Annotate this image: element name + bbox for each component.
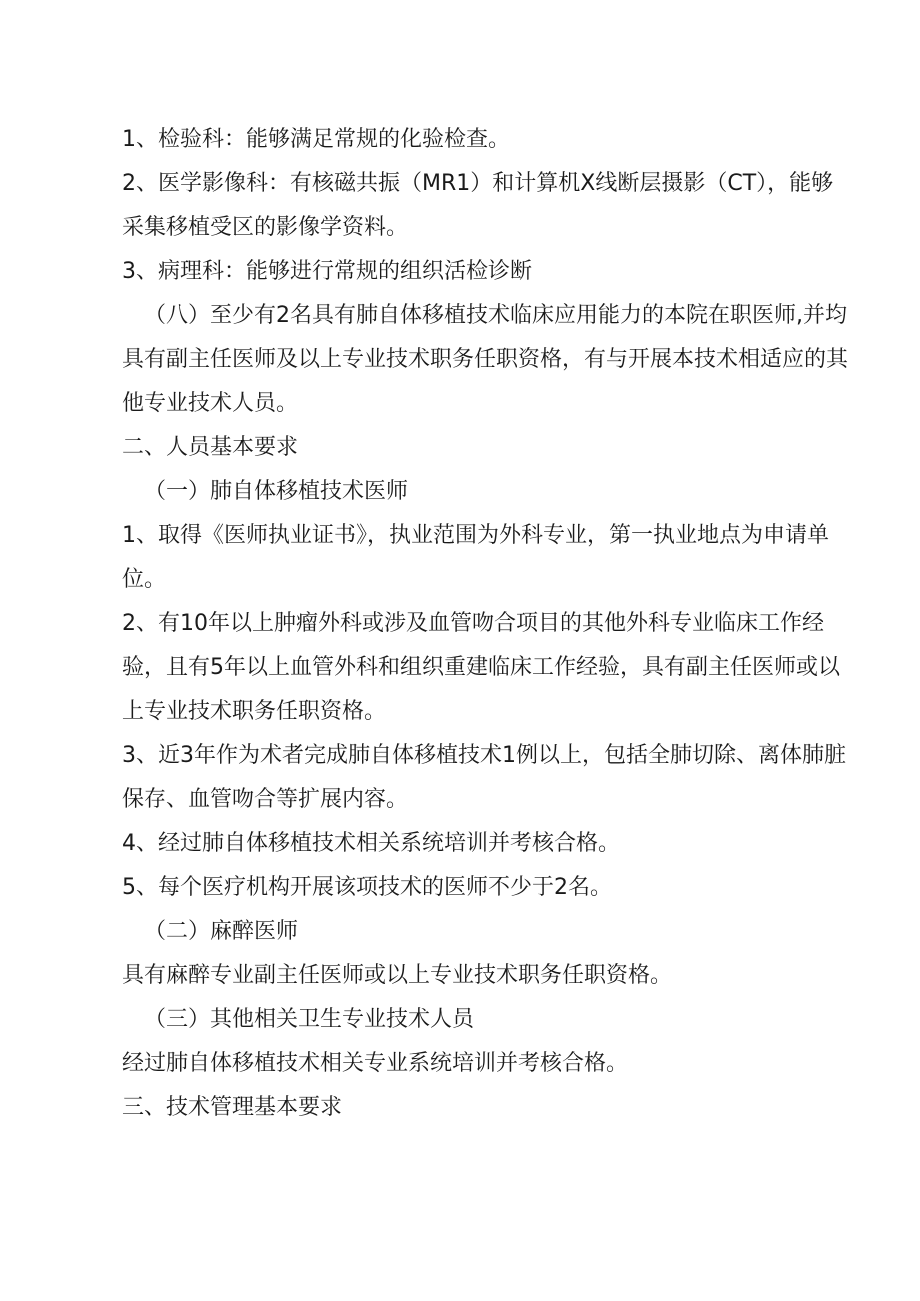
heading-surgeon: （一）肺自体移植技术医师 [144, 479, 409, 504]
para-surgeon-license: 1、取得《医师执业证书》，执业范围为外科专业，第一执业地点为申请单位。 [122, 523, 829, 592]
para-surgeon-minimum: 5、每个医疗机构开展该项技术的医师不少于2名。 [122, 875, 612, 900]
heading-personnel-requirements: 二、人员基本要求 [122, 435, 299, 460]
para-other-staff-training: 经过肺自体移植技术相关专业系统培训并考核合格。 [122, 1051, 629, 1076]
para-surgeon-cases: 3、近3年作为术者完成肺自体移植技术1例以上，包括全肺切除、离体肺脏保存、血管吻合等扩展内容。 [122, 743, 846, 812]
para-lab-dept: 1、检验科：能够满足常规的化验检查。 [122, 127, 510, 152]
para-pathology-dept: 3、病理科：能够进行常规的组织活检诊断 [122, 259, 532, 284]
para-imaging-dept: 2、医学影像科：有核磁共振（MR1）和计算机X线断层摄影（CT），能够采集移植受区的影像学资料。 [122, 171, 834, 240]
heading-anesthesiologist: （二）麻醉医师 [144, 919, 299, 944]
heading-technical-management: 三、技术管理基本要求 [122, 1095, 343, 1120]
para-physician-count: （八）至少有2名具有肺自体移植技术临床应用能力的本院在职医师,并均具有副主任医师及以上专业技术职务任职资格，有与开展本技术相适应的其他专业技术人员。 [122, 303, 849, 416]
para-surgeon-training: 4、经过肺自体移植技术相关系统培训并考核合格。 [122, 831, 620, 856]
document-body [122, 118, 850, 1130]
para-surgeon-experience: 2、有10年以上肿瘤外科或涉及血管吻合项目的其他外科专业临床工作经验，且有5年以上血管外科和组织重建临床工作经验，具有副主任医师或以上专业技术职务任职资格。 [122, 611, 840, 724]
para-anesthesiologist-qualification: 具有麻醉专业副主任医师或以上专业技术职务任职资格。 [122, 963, 673, 988]
heading-other-staff: （三）其他相关卫生专业技术人员 [144, 1007, 475, 1032]
